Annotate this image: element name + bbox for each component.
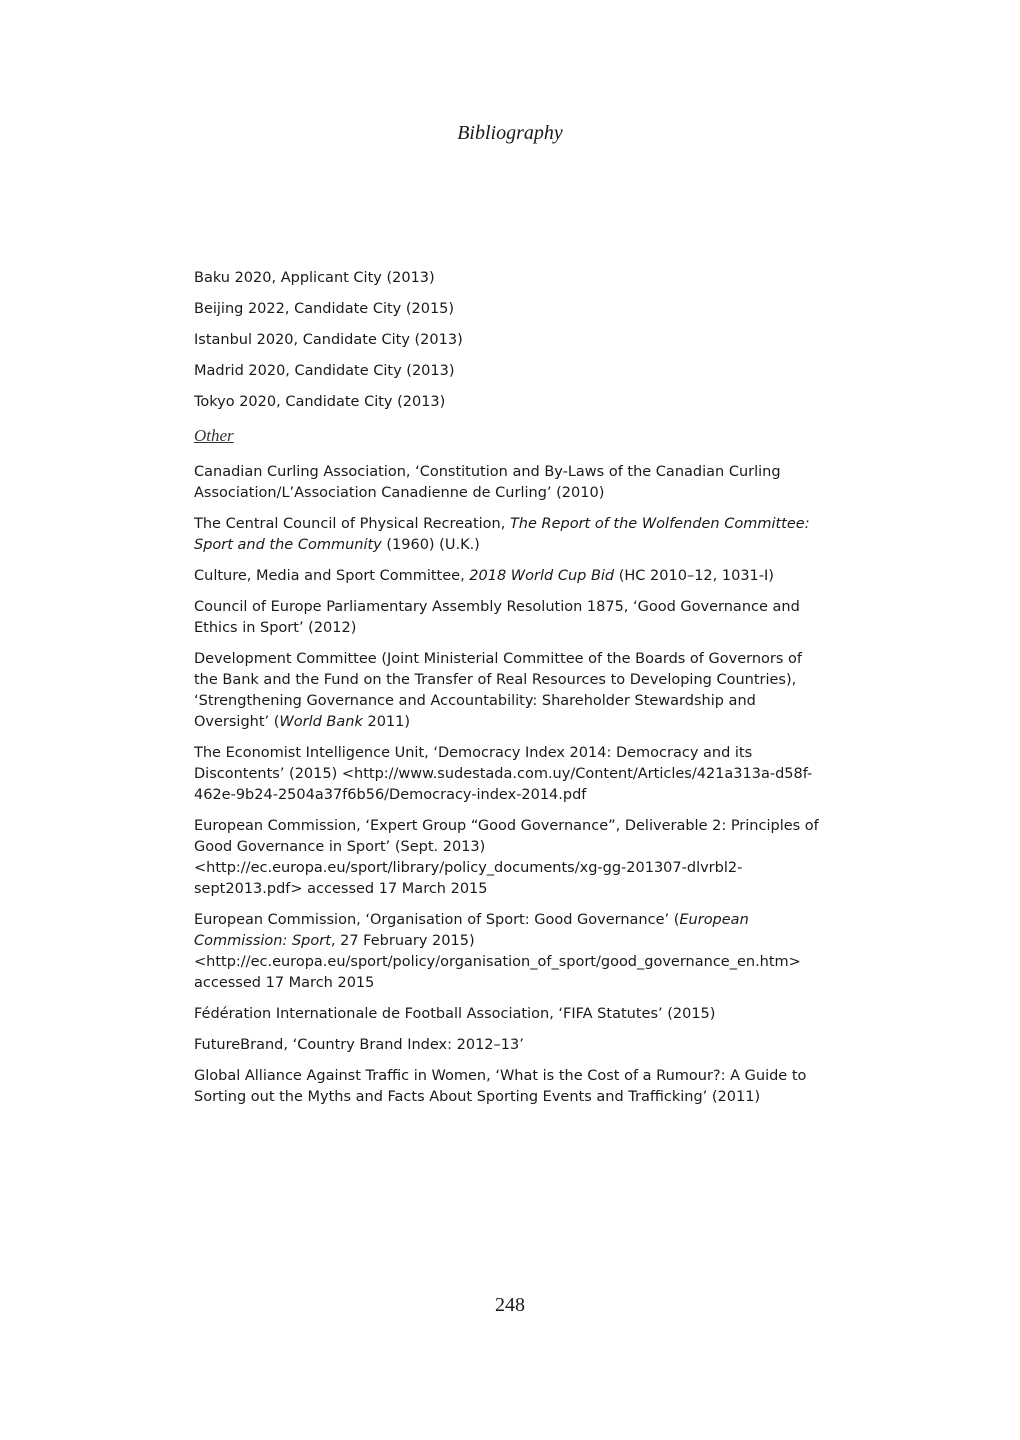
bibliography-content <box>194 268 830 1118</box>
section-heading-other: Other <box>194 426 234 445</box>
list-item: Baku 2020, Applicant City (2013) <box>194 270 435 286</box>
list-item: Madrid 2020, Candidate City (2013) <box>194 363 455 379</box>
bibliography-entry: Council of Europe Parliamentary Assembly Resolution 1875, ‘Good Governance and Ethics in Sport’ (2012) <box>194 599 800 636</box>
bibliography-entry: Global Alliance Against Traffic in Women, ‘What is the Cost of a Rumour?: A Guide to Sorting out the Myths and Facts About Sporting Events and Trafficking’ (2011) <box>194 1068 807 1105</box>
page-number: 248 <box>495 1294 525 1316</box>
bibliography-entry: The Central Council of Physical Recreation, The Report of the Wolfenden Committee: Sport and the Community (1960) (U.K.) <box>194 516 810 553</box>
bibliography-entry: Culture, Media and Sport Committee, 2018 World Cup Bid (HC 2010–12, 1031-I) <box>194 568 774 584</box>
bibliography-entries <box>194 462 830 1108</box>
bibliography-entry: Fédération Internationale de Football Association, ‘FIFA Statutes’ (2015) <box>194 1006 716 1022</box>
list-item: Istanbul 2020, Candidate City (2013) <box>194 332 463 348</box>
bibliography-entry: FutureBrand, ‘Country Brand Index: 2012–13’ <box>194 1037 524 1053</box>
bibliography-entry: European Commission, ‘Expert Group “Good Governance”, Deliverable 2: Principles of Good Governance in Sport’ (Sept. 2013) <http://ec.europa.eu/sport/library/policy_documents/xg-gg-201307-dlvrbl2-sept2013.pdf> accessed 17 March 2015 <box>194 818 819 897</box>
list-item: Tokyo 2020, Candidate City (2013) <box>194 394 446 410</box>
bibliography-entry: European Commission, ‘Organisation of Sport: Good Governance’ (European Commission: Sport, 27 February 2015) <http://ec.europa.eu/sport/policy/organisation_of_sport/good_governance_en.htm> accessed 17 March 2015 <box>194 912 801 991</box>
bibliography-entry: Development Committee (Joint Ministerial Committee of the Boards of Governors of the Bank and the Fund on the Transfer of Real Resources to Developing Countries), ‘Strengthening Governance and Accountability: Shareholder Stewardship and Oversight’ (World Bank 2011) <box>194 651 802 730</box>
running-header: Bibliography <box>457 122 563 144</box>
bibliography-entry: The Economist Intelligence Unit, ‘Democracy Index 2014: Democracy and its Discontents’ (2015) <http://www.sudestada.com.uy/Content/Articles/421a313a-d58f-462e-9b24-2504a37f6b56/Democracy-index-2014.pdf <box>194 745 813 803</box>
bibliography-entry: Canadian Curling Association, ‘Constitution and By-Laws of the Canadian Curling Association/L’Association Canadienne de Curling’ (2010) <box>194 464 781 501</box>
list-item: Beijing 2022, Candidate City (2015) <box>194 301 455 317</box>
candidate-city-list <box>194 268 830 413</box>
